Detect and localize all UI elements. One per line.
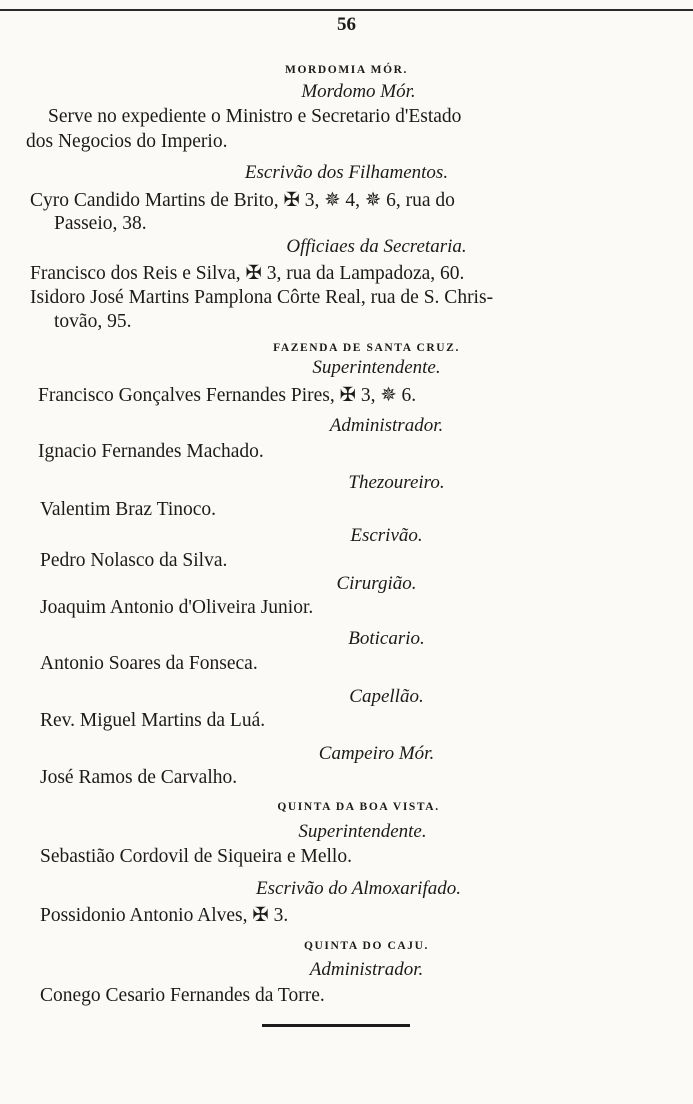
section-heading-santa-cruz: FAZENDA DE SANTA CRUZ. bbox=[273, 342, 460, 354]
title-administrador-caju: Administrador. bbox=[309, 959, 424, 980]
title-escrivao-santa-cruz: Escrivão. bbox=[350, 525, 423, 546]
top-rule bbox=[0, 9, 693, 11]
entry-antonio-soares: Antonio Soares da Fonseca. bbox=[40, 653, 258, 674]
title-administrador-santa-cruz: Administrador. bbox=[329, 415, 444, 436]
title-mordomo-mor: Mordomo Mór. bbox=[301, 81, 416, 102]
title-campeiro-mor: Campeiro Mór. bbox=[318, 743, 435, 764]
entry-isidoro-line-2: tovão, 95. bbox=[54, 311, 132, 332]
serve-line-2: dos Negocios do Imperio. bbox=[26, 131, 228, 152]
entry-sebastiao: Sebastião Cordovil de Siqueira e Mello. bbox=[40, 846, 352, 867]
entry-isidoro-line-1: Isidoro José Martins Pamplona Côrte Real, rua de S. Chris- bbox=[30, 287, 494, 308]
entry-possidonio: Possidonio Antonio Alves, ✠ 3. bbox=[40, 905, 289, 926]
entry-miguel: Rev. Miguel Martins da Luá. bbox=[40, 710, 266, 731]
title-escrivao-filhamentos: Escrivão dos Filhamentos. bbox=[244, 162, 449, 183]
section-heading-boa-vista: QUINTA DA BOA VISTA. bbox=[277, 801, 440, 813]
entry-conego-cesario: Conego Cesario Fernandes da Torre. bbox=[40, 985, 325, 1006]
entry-pedro: Pedro Nolasco da Silva. bbox=[40, 550, 228, 571]
title-boticario: Boticario. bbox=[348, 628, 425, 649]
entry-jose-ramos: José Ramos de Carvalho. bbox=[40, 767, 238, 788]
entry-ignacio: Ignacio Fernandes Machado. bbox=[38, 441, 264, 462]
title-thezoureiro: Thezoureiro. bbox=[348, 472, 445, 493]
bottom-rule bbox=[262, 1024, 410, 1027]
entry-valentim: Valentim Braz Tinoco. bbox=[40, 499, 217, 520]
section-heading-caju: QUINTA DO CAJU. bbox=[303, 940, 430, 952]
entry-cyro-line-2: Passeio, 38. bbox=[54, 213, 147, 234]
serve-line-1: Serve no expediente o Ministro e Secretario d'Estado bbox=[48, 106, 462, 127]
page-number: 56 bbox=[337, 14, 356, 35]
title-superintendente-santa-cruz: Superintendente. bbox=[312, 357, 441, 378]
title-escrivao-almoxarifado: Escrivão do Almoxarifado. bbox=[256, 878, 461, 899]
title-cirurgiao: Cirurgião. bbox=[336, 573, 417, 594]
entry-francisco-goncalves: Francisco Gonçalves Fernandes Pires, ✠ 3, ✵ 6. bbox=[38, 385, 417, 406]
title-superintendente-boa-vista: Superintendente. bbox=[298, 821, 427, 842]
entry-joaquim: Joaquim Antonio d'Oliveira Junior. bbox=[40, 597, 314, 618]
entry-francisco-reis: Francisco dos Reis e Silva, ✠ 3, rua da Lampadoza, 60. bbox=[30, 263, 465, 284]
entry-cyro-line-1: Cyro Candido Martins de Brito, ✠ 3, ✵ 4, ✵ 6, rua do bbox=[30, 190, 455, 211]
section-heading-mordomia: MORDOMIA MÓR. bbox=[284, 64, 408, 76]
title-officiaes-secretaria: Officiaes da Secretaria. bbox=[286, 236, 467, 257]
title-capellao: Capellão. bbox=[349, 686, 424, 707]
